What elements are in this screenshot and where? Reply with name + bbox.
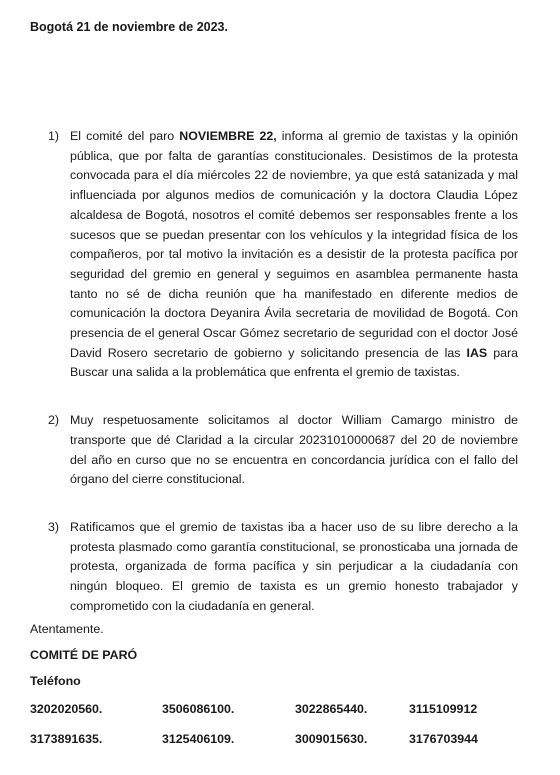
phone-number: 3009015630. (295, 732, 368, 746)
bold-date: NOVIEMBRE 22, (179, 129, 277, 143)
phone-row (30, 732, 544, 762)
list-item-2 (48, 411, 518, 490)
phone-number: 3173891635. (30, 732, 103, 746)
phone-table (30, 702, 544, 762)
phone-number: 3125406109. (162, 732, 235, 746)
phone-number: 3506086100. (162, 702, 235, 716)
bold-ias: IAS (466, 345, 488, 360)
salutation: Atentamente. (30, 622, 104, 636)
signature-block (30, 620, 137, 698)
phone-number: 3022865440. (295, 702, 368, 716)
phone-number: 3115109912 (409, 702, 478, 716)
item-number: 2) (48, 413, 60, 428)
committee-name: COMITÉ DE PARÓ (30, 648, 138, 662)
phone-label: Teléfono (30, 674, 81, 688)
item-number: 1) (48, 129, 60, 143)
phone-number: 3202020560. (30, 702, 103, 716)
list-item-3 (48, 518, 518, 617)
item-number: 3) (48, 519, 60, 534)
phone-row (30, 702, 544, 732)
document-date: Bogotá 21 de noviembre de 2023. (30, 20, 228, 34)
list-item-1 (48, 127, 518, 383)
item-text: El comité del paro NOVIEMBRE 22, informa al gremio de taxistas y la opinión pública, que por falta de garantías constitucionales. Desistimos de la protesta convocada para el día miércoles 22 de noviembre, ya que está satanizada y mal influenciada por algunos medios de comunicación y la doctora Claudia López alcaldesa de Bogotá, nosotros el comité debemos ser responsables frente a los sucesos que se puedan presentar con los vehículos y la integridad física de los compañeros, por tal motivo la invitación es a desistir de la protesta pacífica por seguridad del gremio en general y seguimos en asamblea permanente hasta tanto no sé de dicha reunión que ha manifestado en diferente medios de comunicación la doctora Deyanira Ávila secretaria de movilidad de Bogotá. Con presencia de el general Oscar Gómez secretario de seguridad con el doctor José David Rosero secretario de gobierno y solicitando presencia de las IAS para Buscar una salida a la problemática que enfrenta el gremio de taxistas. (70, 129, 518, 380)
phone-number: 3176703944 (409, 732, 478, 746)
item-text: Muy respetuosamente solicitamos al doctor William Camargo ministro de transporte que dé Claridad a la circular 20231010000687 del 20 de noviembre del año en curso que no se encuentra en concordancia jurídica con el fallo del órgano del cierre constitucional. (70, 413, 518, 487)
numbered-list (48, 127, 518, 616)
item-text: Ratificamos que el gremio de taxistas iba a hacer uso de su libre derecho a la protesta plasmado como garantía constitucional, se pronosticaba una jornada de protesta, organizada de forma pacífica y sin perjudicar a la ciudadanía con ningún bloqueo. El gremio de taxista es un gremio honesto trabajador y comprometido con la ciudadanía en general. (70, 519, 518, 613)
